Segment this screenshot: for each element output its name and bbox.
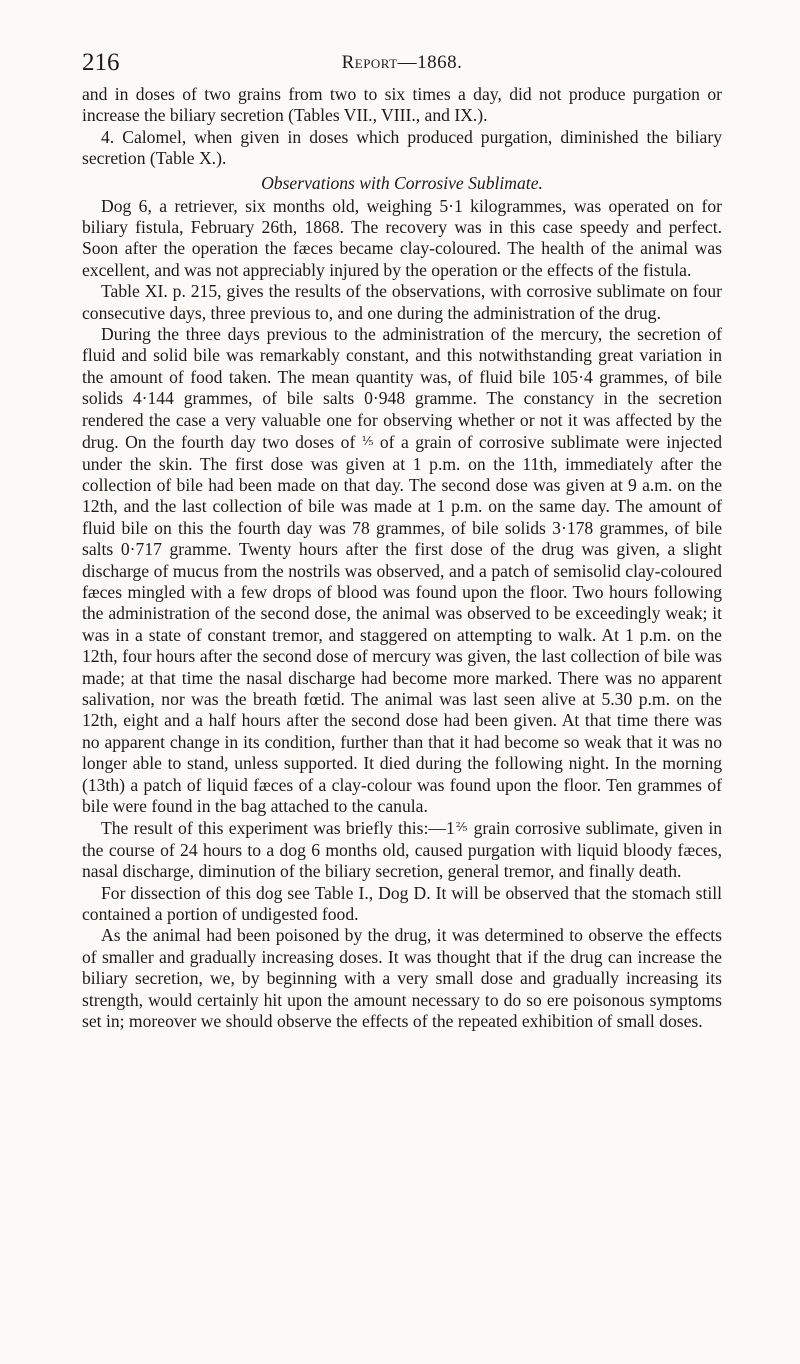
running-head-year: —1868. xyxy=(397,52,463,73)
paragraph-result-part-1: The result of this experiment was briefly this:—1 xyxy=(101,818,455,839)
paragraph-result-part-2: grain corrosive sublimate, given in the course of 24 hours to a dog 6 months old, caused purgation with liquid bloody fæces, nasal discharge, diminution of the biliary secretion, general tremor, and finally death. xyxy=(82,818,723,882)
running-head xyxy=(82,48,722,78)
paragraph-dissection: For dissection of this dog see Table I., Dog D. It will be observed that the stomach still contained a portion of undigested food. xyxy=(82,882,722,925)
paragraph-result xyxy=(82,817,722,882)
running-head-word: Report xyxy=(341,52,398,73)
body-text xyxy=(82,84,722,1032)
page-number: 216 xyxy=(82,49,120,76)
fraction-one-fifth: ⅕ xyxy=(361,434,374,449)
paragraph-observations xyxy=(82,324,722,817)
paragraph-continuation: and in doses of two grains from two to six times a day, did not produce purgation or increase the biliary secretion (Tables VII., VIII., and IX.). xyxy=(82,84,722,126)
paragraph-observations-part-2: of a grain of corrosive sublimate were injected under the skin. The first dose was given at 1 p.m. on the 11th, immediately after the collection of bile had been made on that day. The second dose was given at 9 a.m. on the 12th, and the last collection of bile was made at 1 p.m. on the same day. The amount of fluid bile on this the fourth day was 78 grammes, of bile solids 3·178 grammes, of bile salts 0·717 gramme. Twenty hours after the first dose of the drug was given, a slight discharge of mucus from the nostrils was observed, and a patch of semisolid clay-coloured fæces mingled with a few drops of blood was found upon the floor. Two hours following the administration of the second dose, the animal was observed to be exceedingly weak; it was in a state of constant tremor, and staggered on attempting to walk. At 1 p.m. on the 12th, four hours after the second dose of mercury was given, the last collection of bile was made; at that time the nasal discharge had become more marked. There was no apparent salivation, nor was the breath fœtid. The animal was last seen alive at 5.30 p.m. on the 12th, eight and a half hours after the second dose had been given. At that time there was no apparent change in its condition, further than that it had become so weak that it was no longer able to stand, unless supported. It died during the following night. In the morning (13th) a patch of liquid fæces of a clay-colour was found upon the floor. Ten grammes of bile were found in the bag attached to the canula. xyxy=(82,432,722,816)
fraction-two-fifths: ⅖ xyxy=(454,820,469,835)
paragraph-table-xi: Table XI. p. 215, gives the results of the observations, with corrosive sublimate on four consecutive days, three previous to, and one during the administration of the drug. xyxy=(82,281,722,323)
paragraph-observations-part-1: During the three days previous to the administration of the mercury, the secretion of fluid and solid bile was remarkably constant, and this notwithstanding great variation in the amount of food taken. The mean quantity was, of fluid bile 105·4 grammes, of bile solids 4·144 grammes, of bile salts 0·948 gramme. The constancy in the secretion rendered the case a very valuable one for observing whether or not it was affected by the drug. On the fourth day two doses of xyxy=(82,324,722,453)
paragraph-dog-6: Dog 6, a retriever, six months old, weighing 5·1 kilogrammes, was operated on for biliary fistula, February 26th, 1868. The recovery was in this case speedy and perfect. Soon after the operation the fæces became clay-coloured. The health of the animal was excellent, and was not appreciably injured by the operation or the effects of the fistula. xyxy=(82,195,722,280)
page-header xyxy=(82,48,722,78)
paragraph-calomel: 4. Calomel, when given in doses which produced purgation, diminished the biliary secretion (Table X.). xyxy=(82,126,722,169)
paragraph-smaller-doses: As the animal had been poisoned by the drug, it was determined to observe the effects of smaller and gradually increasing doses. It was thought that if the drug can increase the biliary secretion, we, by beginning with a very small dose and gradually increasing its strength, would certainly hit upon the amount necessary to do so ere poisonous symptoms set in; moreover we should observe the effects of the repeated exhibition of small doses. xyxy=(82,925,722,1032)
section-heading: Observations with Corrosive Sublimate. xyxy=(261,172,543,193)
